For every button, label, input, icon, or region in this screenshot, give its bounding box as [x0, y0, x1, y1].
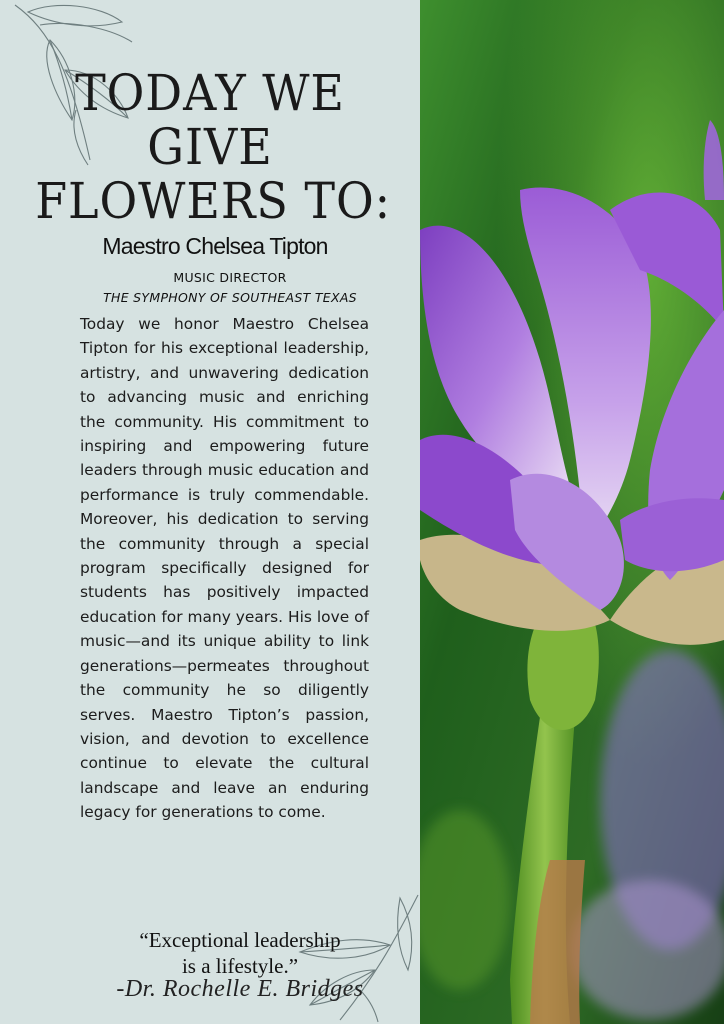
tribute-paragraph: Today we honor Maestro Chelsea Tipton for his exceptional leadership, artistry, and unwavering dedication to advancing music and enriching the community. His commitment to inspiring and empowering future leaders through music education and performance is truly commendable. Moreover, his dedication to serving the community through a special program specifically designed for students has positively impacted education for many years. His love of music—and its unique ability to link generations—permeates throughout the community he so diligently serves. Maestro Tipton’s passion, vision, and devotion to excellence continue to elevate the cultural landscape and leave an enduring legacy for generations to come.: [80, 315, 369, 822]
title-line-2: GIVE: [147, 118, 273, 176]
honoree-organization: THE SYMPHONY OF SOUTHEAST TEXAS: [103, 290, 357, 305]
page-title: [35, 64, 392, 230]
quote-line-2: is a lifestyle.”: [181, 954, 299, 978]
quote-line-1: “Exceptional leadership: [139, 928, 341, 952]
signature: -Dr. Rochelle E. Bridges: [116, 976, 364, 1002]
title-line-1: TODAY WE: [75, 64, 345, 122]
honoree-title: MUSIC DIRECTOR: [173, 270, 287, 285]
title-line-3: FLOWERS TO:: [35, 172, 392, 230]
quote: [60, 927, 420, 979]
honoree-name: Maestro Chelsea Tipton: [102, 233, 328, 259]
iris-flower-photo: [420, 0, 724, 1024]
flower-image: [420, 0, 724, 1024]
